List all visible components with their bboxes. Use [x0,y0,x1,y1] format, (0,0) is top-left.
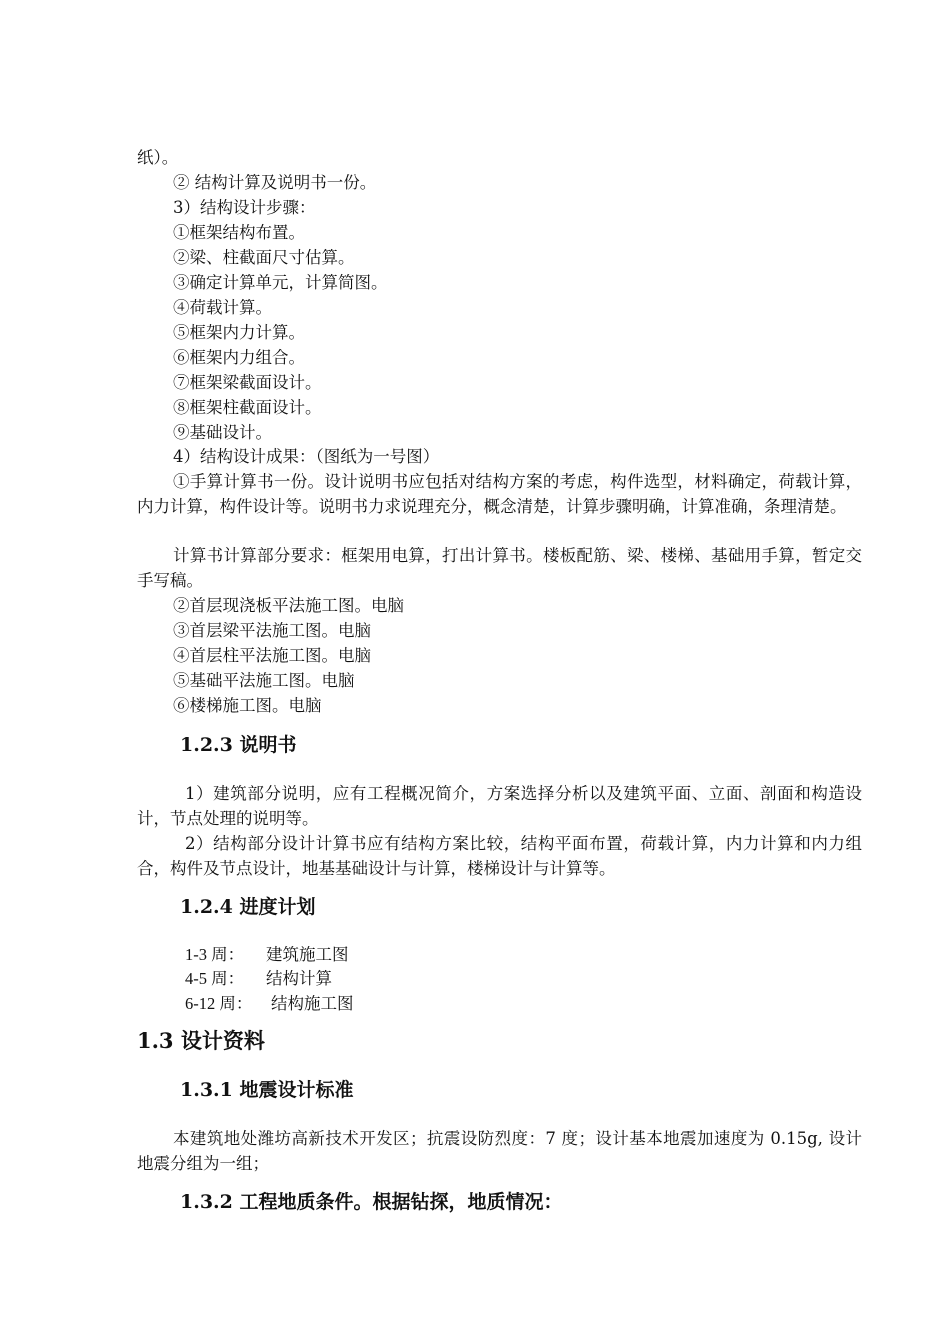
list-item: ⑥楼梯施工图。电脑 [173,696,322,715]
text-line: 4）结构设计成果：（图纸为一号图） [173,447,440,466]
paragraph: 2）结构部分设计计算书应有结构方案比较，结构平面布置，荷载计算，内力计算和内力组合，构件及节点设计，地基基础设计与计算，楼梯设计与计算等。 [137,834,862,878]
schedule-weeks: 4-5 周： [185,969,245,988]
schedule-task: 结构施工图 [271,994,354,1013]
list-item: ⑦框架梁截面设计。 [173,373,322,392]
list-item: ⑤基础平法施工图。电脑 [173,671,355,690]
text-line: 3）结构设计步骤： [173,198,316,217]
list-item: ⑥框架内力组合。 [173,348,305,367]
text-line: 纸）。 [137,148,179,167]
list-item: ④荷载计算。 [173,298,272,317]
paragraph: ①手算计算书一份。设计说明书应包括对结构方案的考虑，构件选型，材料确定，荷载计算，内力计算，构件设计等。说明书力求说理充分，概念清楚，计算步骤明确，计算准确，条理清楚。 [137,472,862,516]
text-line: ② 结构计算及说明书一份。 [173,173,377,192]
list-item: ⑤框架内力计算。 [173,323,305,342]
section-heading: 1.3.2 工程地质条件。根据钻探，地质情况： [180,1191,563,1213]
section-heading: 1.3.1 地震设计标准 [180,1079,354,1101]
schedule-weeks: 6-12 周： [185,994,253,1013]
list-item: ③首层梁平法施工图。电脑 [173,621,371,640]
section-heading: 1.3 设计资料 [137,1028,265,1053]
paragraph: 计算书计算部分要求：框架用电算，打出计算书。楼板配筋、梁、楼梯、基础用手算，暂定交手写稿。 [137,546,862,590]
list-item: ④首层柱平法施工图。电脑 [173,646,371,665]
section-heading: 1.2.4 进度计划 [180,896,316,918]
list-item: ③确定计算单元，计算简图。 [173,273,388,292]
schedule-task: 建筑施工图 [266,945,349,964]
paragraph: 本建筑地处潍坊高新技术开发区；抗震设防烈度：7 度；设计基本地震加速度为 0.15g, 设计地震分组为一组； [137,1129,862,1173]
paragraph: 1）建筑部分说明，应有工程概况简介，方案选择分析以及建筑平面、立面、剖面和构造设计，节点处理的说明等。 [137,784,862,828]
list-item: ⑧框架柱截面设计。 [173,398,322,417]
schedule-task: 结构计算 [266,969,332,988]
list-item: ②首层现浇板平法施工图。电脑 [173,596,404,615]
list-item: ②梁、柱截面尺寸估算。 [173,248,355,267]
list-item: ⑨基础设计。 [173,423,272,442]
list-item: ①框架结构布置。 [173,223,305,242]
section-heading: 1.2.3 说明书 [180,734,297,756]
schedule-weeks: 1-3 周： [185,945,245,964]
